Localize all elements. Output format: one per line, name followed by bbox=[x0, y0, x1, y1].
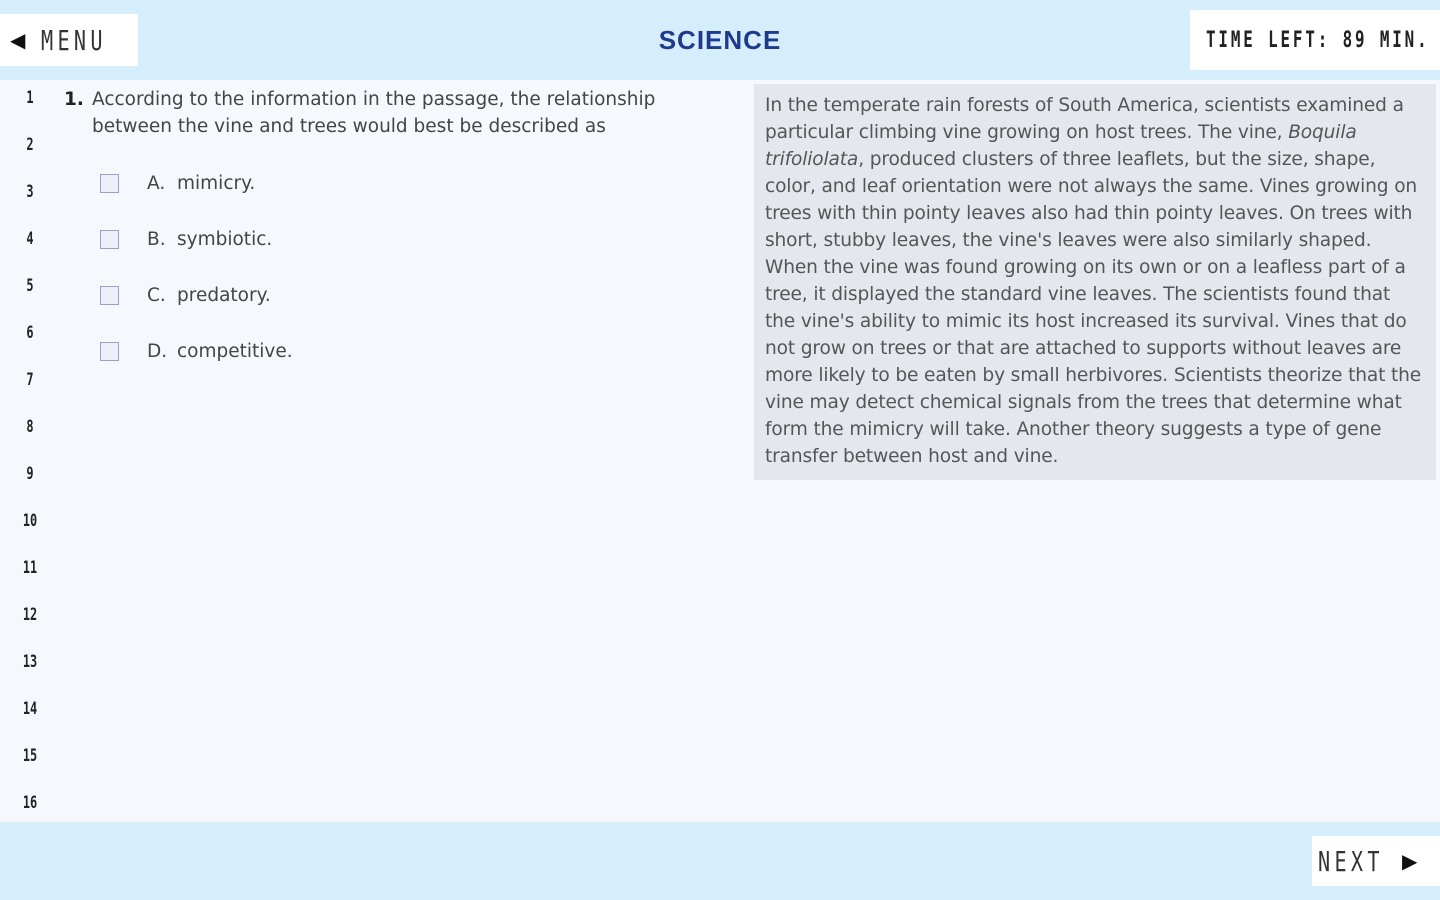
answer-option-a[interactable] bbox=[100, 169, 255, 197]
question-nav-7[interactable]: 7 bbox=[26, 370, 34, 390]
answer-letter: A. bbox=[147, 172, 166, 194]
next-button[interactable] bbox=[1312, 836, 1440, 886]
question-number: 1. bbox=[64, 89, 84, 110]
answer-letter: C. bbox=[147, 284, 166, 306]
question-text: According to the information in the passage, the relationship between the vine and trees would best be described as bbox=[92, 89, 656, 137]
passage-text-before: In the temperate rain forests of South America, scientists examined a particular climbing vine growing on host trees. The vine, bbox=[765, 95, 1404, 143]
answer-letter: B. bbox=[147, 228, 166, 250]
menu-label: MENU bbox=[41, 23, 108, 57]
question-nav-8[interactable]: 8 bbox=[26, 417, 34, 437]
question-nav-1[interactable]: 1 bbox=[26, 88, 34, 108]
bottom-bar bbox=[0, 822, 1440, 900]
page-title: SCIENCE bbox=[658, 24, 782, 55]
question-nav-14[interactable]: 14 bbox=[22, 699, 38, 719]
question-nav-6[interactable]: 6 bbox=[26, 323, 34, 343]
right-triangle-icon: ▶ bbox=[1402, 849, 1418, 873]
answer-option-c[interactable] bbox=[100, 281, 271, 309]
answer-option-b[interactable] bbox=[100, 225, 272, 253]
question-nav-10[interactable]: 10 bbox=[22, 511, 38, 531]
time-left-text: TIME LEFT: 89 MIN. bbox=[1206, 27, 1430, 53]
answer-checkbox[interactable] bbox=[100, 230, 119, 249]
passage-species-name: Boquila trifoliolata bbox=[765, 122, 1357, 170]
question-nav-11[interactable]: 11 bbox=[22, 558, 38, 578]
question-block bbox=[64, 86, 704, 140]
answer-text: competitive. bbox=[177, 340, 293, 362]
answer-checkbox[interactable] bbox=[100, 342, 119, 361]
question-nav-3[interactable]: 3 bbox=[26, 182, 34, 202]
menu-button[interactable] bbox=[0, 14, 138, 66]
answer-checkbox[interactable] bbox=[100, 174, 119, 193]
question-nav-12[interactable]: 12 bbox=[22, 605, 38, 625]
reading-passage bbox=[754, 84, 1436, 480]
answer-checkbox[interactable] bbox=[100, 286, 119, 305]
passage-text-after: , produced clusters of three leaflets, but the size, shape, color, and leaf orientation were not always the same. Vines growing on trees with thin pointy leaves also had thin pointy leaves. On trees with short, stubby leaves, the vine's leaves were also similarly shaped. When the vine was found growing on its own or on a leafless part of a tree, it displayed the standard vine leaves. The scientists found that the vine's ability to mimic its host increased its survival. Vines that do not grow on trees or that are attached to supports without leaves are more likely to be eaten by small herbivores. Scientists theorize that the vine may detect chemical signals from the trees that determine what form the mimicry will take. Another theory suggests a type of gene transfer between host and vine. bbox=[765, 149, 1422, 467]
question-nav-13[interactable]: 13 bbox=[22, 652, 38, 672]
next-label: NEXT bbox=[1318, 844, 1384, 878]
time-left-display bbox=[1190, 10, 1440, 70]
question-nav-9[interactable]: 9 bbox=[26, 464, 34, 484]
question-nav-15[interactable]: 15 bbox=[22, 746, 38, 766]
question-nav-16[interactable]: 16 bbox=[22, 793, 38, 813]
answer-text: mimicry. bbox=[177, 172, 256, 194]
left-triangle-icon: ◀ bbox=[10, 28, 26, 52]
question-nav-2[interactable]: 2 bbox=[26, 135, 34, 155]
question-nav-5[interactable]: 5 bbox=[26, 276, 34, 296]
answer-text: predatory. bbox=[177, 284, 271, 306]
question-nav-4[interactable]: 4 bbox=[26, 229, 34, 249]
answer-text: symbiotic. bbox=[177, 228, 273, 250]
answer-option-d[interactable] bbox=[100, 337, 293, 365]
answer-letter: D. bbox=[147, 340, 168, 362]
